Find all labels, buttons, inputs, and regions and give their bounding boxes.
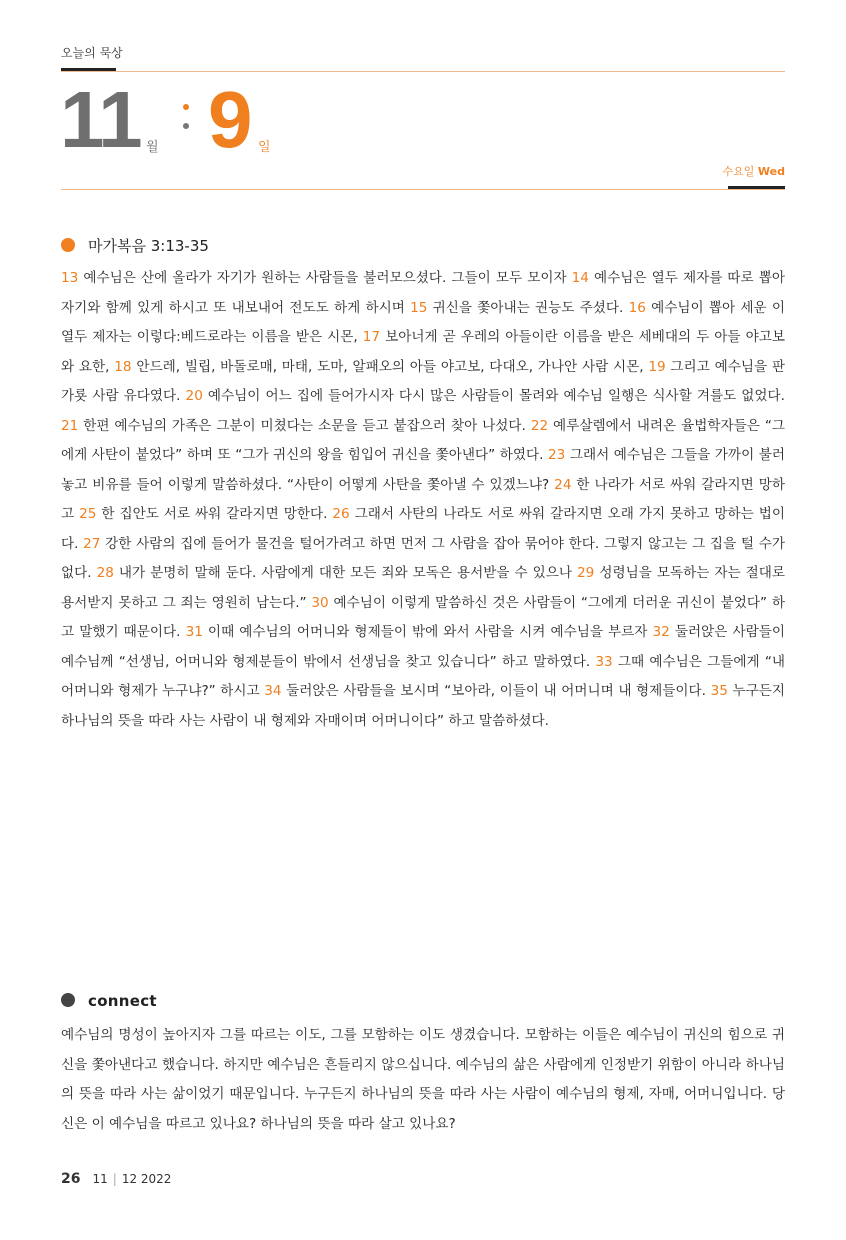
issue-separator: |: [112, 1172, 117, 1186]
verse-text: 강한 사람의 집에 들어가 물건을 털어가려고 하면 먼저 그 사람을 잡아 묶어야 한다. 그렇지 않고는 그 집을 털 수가 없다.: [61, 535, 785, 581]
verse-text: 이때 예수님의 어머니와 형제들이 밖에 와서 사람을 시켜 예수님을 부르자: [202, 624, 653, 640]
verse-text: 누구든지 하나님의 뜻을 따라 사는 사람이 내 형제와 자매이며 어머니이다” 하고 말씀하셨다.: [61, 683, 785, 729]
verse-text: 안드레, 빌립, 바돌로매, 마태, 도마, 알패오의 아들 야고보, 다대오, 가나안 사람 시몬,: [131, 358, 649, 375]
verse-number: 18: [114, 358, 132, 375]
verse-text: 예수님이 뽑아 세운 이 열두 제자는 이렇다:베드로라는 이름을 받은 시몬,: [61, 299, 786, 345]
connect-heading: [61, 992, 157, 1010]
verse-number: 33: [595, 653, 613, 670]
header-bottom-rule: [61, 189, 785, 190]
issue-date: 12 2022: [121, 1172, 172, 1186]
verse-text: 예수님은 열두 제자를 따로 뽑아 자기와 함께 있게 하시고 또 내보내어 전도도 하게 하시며: [61, 270, 785, 316]
verse-text: 귀신을 쫓아내는 권능도 주셨다.: [427, 299, 629, 316]
verse-text: 둘러앉은 사람들을 보시며 “보아라, 이들이 내 어머니며 내 형제들이다.: [281, 683, 711, 699]
verse-text: 예수님이 이렇게 말씀하신 것은 사람들이 “그에게 더러운 귀신이 붙었다” 하고 말했기 때문이다.: [61, 594, 785, 640]
verse-number: 21: [61, 417, 79, 434]
verse-text: 둘러앉은 사람들이 예수님께 “선생님, 어머니와 형제분들이 밖에서 선생님을 찾고 있습니다” 하고 말하였다.: [61, 624, 785, 670]
verse-number: 19: [648, 358, 666, 375]
verse-text: 그리고 예수님을 판 가룟 사람 유다였다.: [61, 358, 786, 404]
verse-number: 15: [410, 299, 428, 316]
verse-number: 23: [548, 447, 566, 463]
verse-text: 그래서 사탄의 나라도 서로 싸워 갈라지면 오래 가지 못하고 망하는 법이다.: [61, 506, 785, 552]
day-unit: 일: [258, 140, 271, 155]
passage-heading: [61, 235, 209, 256]
verse-number: 31: [185, 624, 203, 640]
verse-number: 16: [628, 299, 646, 316]
top-rule: [61, 71, 785, 72]
verse-text: 보아너게 곧 우레의 아들이란 이름을 받은 세베대의 두 아들 야고보와 요한,: [61, 329, 785, 375]
verse-number: 22: [530, 417, 549, 434]
date-month: 11: [60, 75, 141, 164]
verse-number: 27: [83, 535, 101, 552]
verse-text: 예수님은 산에 올라가 자기가 원하는 사람들을 불러모으셨다. 그들이 모두 모이자: [78, 270, 572, 286]
issue-month: 11: [92, 1172, 108, 1186]
verse-number: 34: [264, 683, 282, 699]
connect-title: connect: [88, 992, 157, 1010]
verse-number: 35: [710, 683, 728, 699]
verse-number: 28: [96, 565, 114, 581]
verse-number: 29: [577, 565, 595, 581]
verse-number: 24: [554, 476, 572, 493]
section-label: 오늘의 묵상: [61, 46, 123, 60]
verse-text: 예수님이 어느 집에 들어가시자 다시 많은 사람들이 몰려와 예수님 일행은 식사할 겨를도 없었다.: [202, 388, 786, 404]
weekday-en: Wed: [757, 165, 785, 178]
bullet-dot-icon: [61, 238, 75, 252]
verse-number: 30: [311, 594, 329, 611]
verse-number: 17: [362, 329, 381, 345]
weekday: [723, 163, 785, 179]
month-unit: 월: [146, 140, 159, 155]
footer: [61, 1171, 171, 1187]
verse-number: 13: [61, 270, 79, 286]
verse-text: 한 집안도 서로 싸워 갈라지면 망한다.: [96, 506, 333, 522]
verse-text: 그래서 예수님은 그들을 가까이 불러 놓고 비유를 들어 이렇게 말씀하셨다. “사탄이 어떻게 사탄을 쫓아낼 수 있겠느냐?: [61, 447, 785, 493]
verse-text: 한편 예수님의 가족은 그분이 미쳤다는 소문을 듣고 붙잡으러 찾아 나섰다.: [78, 417, 531, 434]
verse-number: 32: [652, 624, 670, 640]
verse-number: 26: [332, 506, 350, 522]
verse-text: 예루살렘에서 내려온 율법학자들은 “그에게 사탄이 붙었다” 하며 또 “그가 귀신의 왕을 힘입어 귀신을 쫓아낸다” 하였다.: [61, 417, 785, 463]
verse-text: 내가 분명히 말해 둔다. 사람에게 대한 모든 죄와 모독은 용서받을 수 있으나: [113, 565, 578, 581]
verse-number: 14: [571, 270, 589, 286]
connect-body: 예수님의 명성이 높아지자 그를 따르는 이도, 그를 모함하는 이도 생겼습니다. 모함하는 이들은 예수님이 귀신의 힘으로 귀신을 쫓아낸다고 했습니다. 하지만 예수님은 흔들리지 않으십니다. 예수님의 삶은 사람에게 인정받기 위함이 아니라 하나님의 뜻을 따라 사는 삶이었기 때문입니다. 누구든지 하나님의 뜻을 따라 사는 사람이 예수님의 형제, 자매, 어머니입니다. 당신은 이 예수님을 따르고 있나요? 하나님의 뜻을 따라 살고 있나요?: [61, 1027, 785, 1132]
verse-number: 20: [185, 388, 203, 404]
bullet-dot-icon: [61, 993, 75, 1007]
verse-text: 성령님을 모독하는 자는 절대로 용서받지 못하고 그 죄는 영원히 남는다.”: [61, 565, 785, 611]
passage-reference: 마가복음 3:13-35: [88, 237, 209, 255]
weekday-kr: 수요일: [722, 165, 755, 178]
date-colon-icon: [183, 104, 191, 142]
verse-number: 25: [79, 506, 97, 522]
page-number: 26: [61, 1171, 81, 1187]
verse-text: 그때 예수님은 그들에게 “내 어머니와 형제가 누구냐?” 하시고: [61, 653, 785, 699]
verse-text: 한 나라가 서로 싸워 갈라지면 망하고: [61, 476, 785, 522]
passage-body: [61, 264, 785, 736]
date-day: 9: [208, 75, 253, 164]
